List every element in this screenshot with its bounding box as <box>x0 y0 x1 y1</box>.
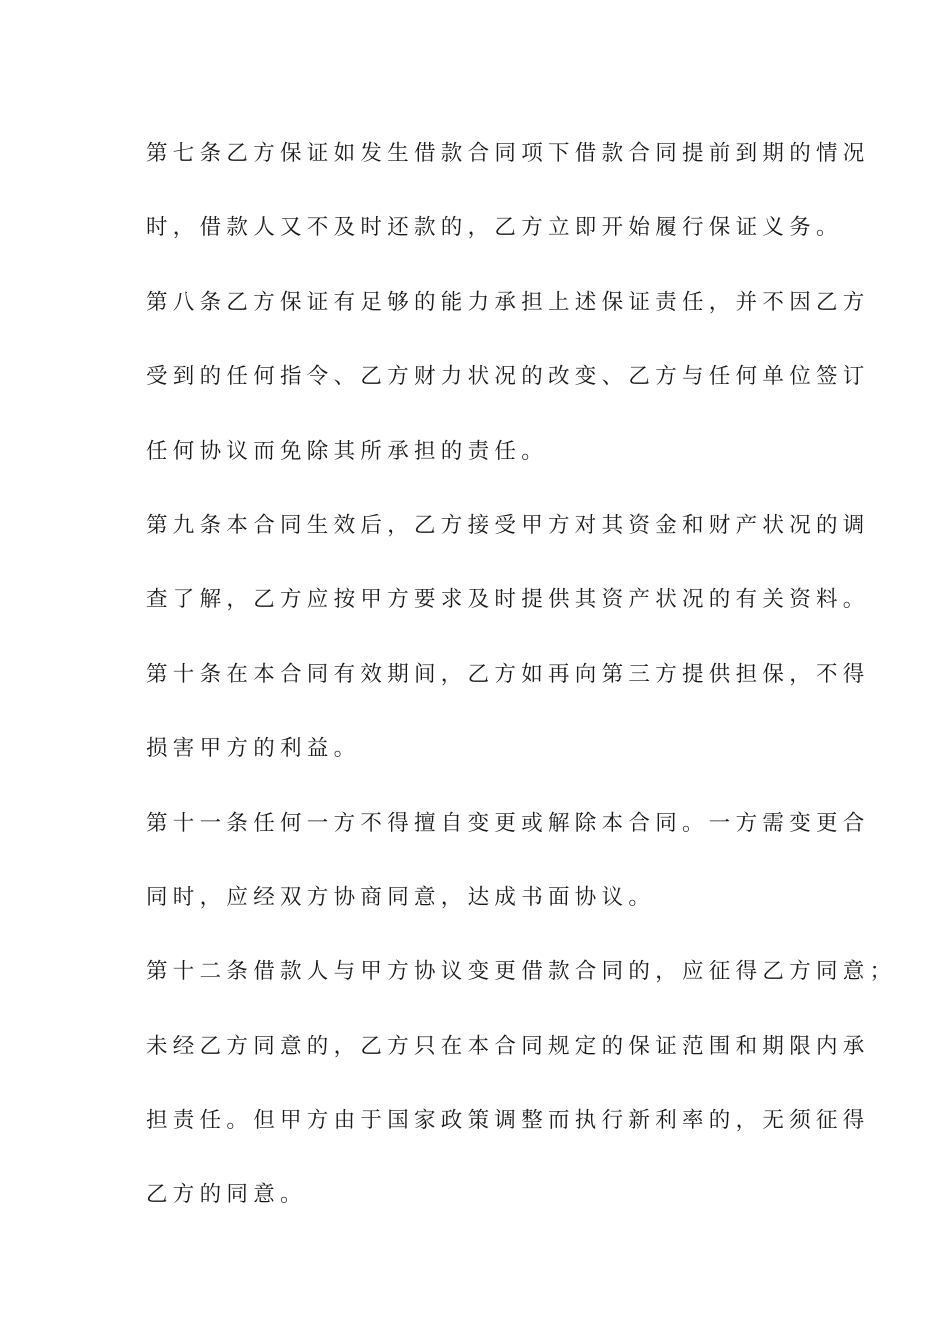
text-line: 同时，应经双方协商同意，达成书面协议。 <box>146 884 656 910</box>
contract-text <box>146 127 897 1243</box>
text-line: 第十一条任何一方不得擅自变更或解除本合同。一方需变更合 <box>146 810 870 836</box>
text-line: 第十二条借款人与甲方协议变更借款合同的，应征得乙方同意； <box>146 959 897 985</box>
text-line: 乙方的同意。 <box>146 1182 307 1208</box>
text-line: 第九条本合同生效后，乙方接受甲方对其资金和财产状况的调 <box>146 512 870 538</box>
text-line: 损害甲方的利益。 <box>146 736 361 762</box>
text-line: 担责任。但甲方由于国家政策调整而执行新利率的，无须征得 <box>146 1108 870 1134</box>
text-line: 第八条乙方保证有足够的能力承担上述保证责任，并不因乙方 <box>146 289 870 315</box>
text-line: 任何协议而免除其所承担的责任。 <box>146 438 549 464</box>
text-line: 第十条在本合同有效期间，乙方如再向第三方提供担保，不得 <box>146 661 870 687</box>
text-line: 查了解，乙方应按甲方要求及时提供其资产状况的有关资料。 <box>146 587 870 613</box>
text-line: 第七条乙方保证如发生借款合同项下借款合同提前到期的情况 <box>146 141 870 166</box>
text-line: 未经乙方同意的，乙方只在本合同规定的保证范围和期限内承 <box>146 1033 870 1059</box>
text-line: 受到的任何指令、乙方财力状况的改变、乙方与任何单位签订 <box>146 364 870 390</box>
text-line: 时，借款人又不及时还款的，乙方立即开始履行保证义务。 <box>146 215 843 241</box>
